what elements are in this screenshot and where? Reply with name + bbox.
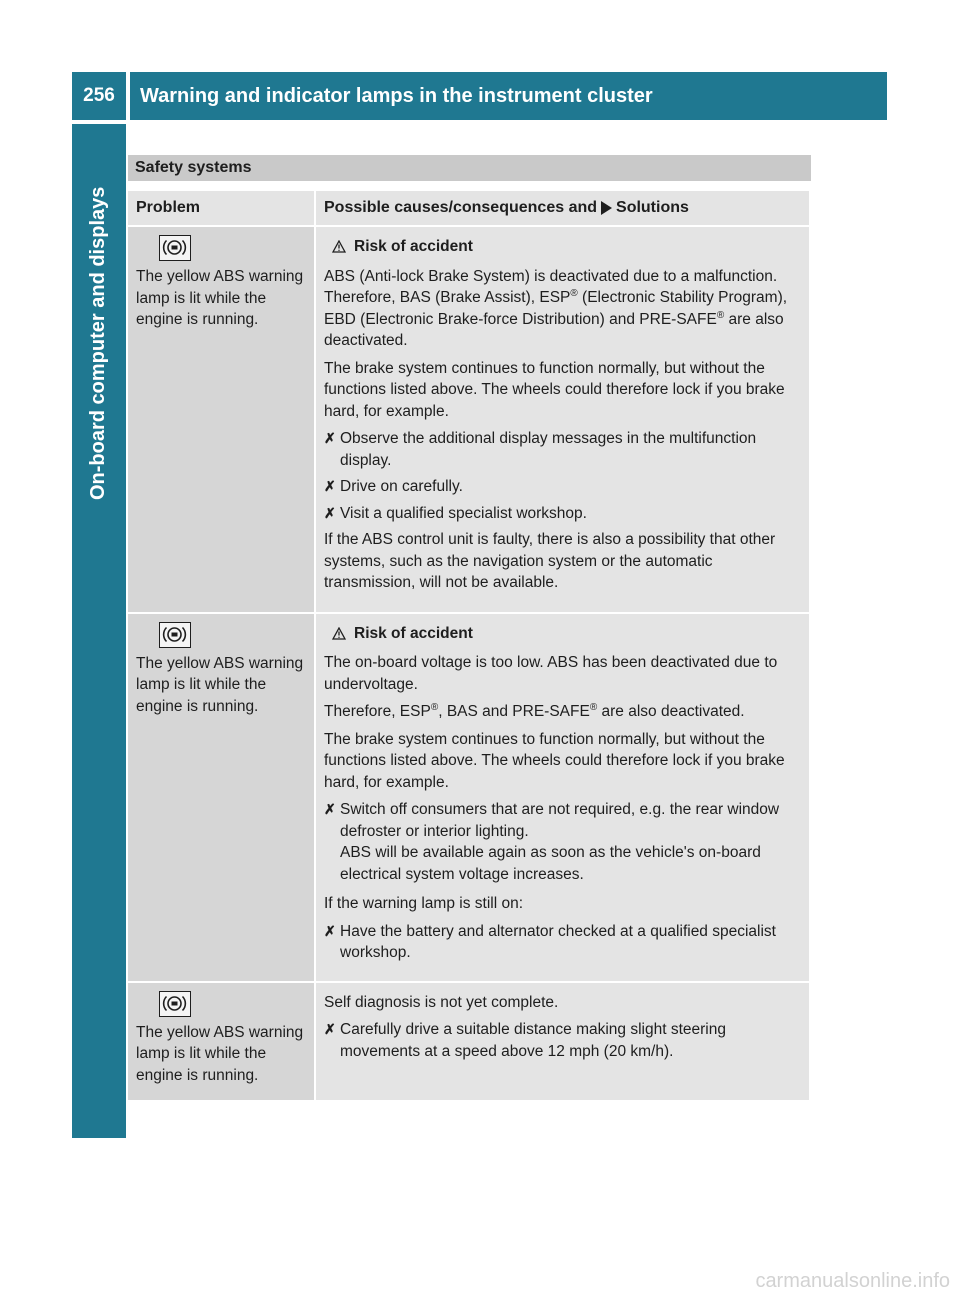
solution-cell <box>316 983 809 1101</box>
solution-cell <box>316 227 809 612</box>
side-tab <box>72 124 126 1138</box>
problem-text: The yellow ABS warning lamp is lit while the engine is running. <box>136 1023 304 1084</box>
registered-mark: ® <box>589 701 598 713</box>
solution-cell <box>316 614 809 981</box>
table-header-row <box>128 191 809 225</box>
table-row <box>128 614 809 981</box>
page-title: Warning and indicator lamps in the instrument cluster <box>130 72 887 120</box>
column-header-problem: Problem <box>128 191 314 225</box>
abs-warning-icon <box>159 622 191 648</box>
paragraph: If the warning lamp is still on: <box>324 895 524 912</box>
paragraph <box>324 266 803 352</box>
text-fragment: Therefore, ESP <box>324 703 431 720</box>
column-header-solutions <box>316 191 809 225</box>
action-step: ✗ Visit a qualified specialist workshop. <box>324 503 803 525</box>
text-fragment: are also deactivated. <box>597 703 745 720</box>
solutions-header-text: Possible causes/consequences and <box>324 199 598 216</box>
paragraph: If the ABS control unit is faulty, there is also a possibility that other systems, such as the navigation system or the automatic transmission, will not be available. <box>324 531 776 591</box>
safety-systems-table <box>126 189 811 1102</box>
text-fragment: ABS (Anti-lock Brake System) is deactivated due to a malfunction. Therefore, BAS (Brake Assist), ESP <box>324 267 778 306</box>
problem-text: The yellow ABS warning lamp is lit while the engine is running. <box>136 268 304 328</box>
paragraph <box>324 701 803 723</box>
action-step: ✗ Drive on carefully. <box>324 476 803 498</box>
warning-triangle-icon <box>332 240 346 253</box>
section-title: Safety systems <box>128 155 811 181</box>
watermark: carmanualsonline.info <box>755 1270 950 1292</box>
registered-mark: ® <box>716 309 725 321</box>
risk-label: Risk of accident <box>354 238 473 255</box>
text-fragment: (Electronic Stability Program), EBD (Electronic Brake-force Distribution) and PRE-SAFE <box>324 289 788 328</box>
text-fragment: , BAS and PRE-SAFE <box>438 703 590 720</box>
side-tab-label: On-board computer and displays <box>87 186 109 500</box>
paragraph: The brake system continues to function normally, but without the functions listed above. The wheels could therefore lock if you brake hard, for example. <box>324 359 785 420</box>
risk-warning <box>332 236 803 258</box>
warning-triangle-icon <box>332 627 346 640</box>
abs-warning-icon <box>159 235 191 261</box>
paragraph: Self diagnosis is not yet complete. <box>324 993 559 1011</box>
abs-warning-icon <box>159 991 191 1017</box>
paragraph: The brake system continues to function normally, but without the functions listed above. The wheels could therefore lock if you brake hard, for example. <box>324 730 785 791</box>
step-text: Switch off consumers that are not required, e.g. the rear window defroster or interior lighting. <box>340 801 780 840</box>
problem-cell <box>128 614 314 981</box>
paragraph: The on-board voltage is too low. ABS has been deactivated due to undervoltage. <box>324 654 778 693</box>
text-fragment: are also deactivated. <box>324 310 784 349</box>
risk-label: Risk of accident <box>354 624 473 642</box>
registered-mark: ® <box>570 287 578 299</box>
step-note: ABS will be available again as soon as the vehicle's on-board electrical system voltage increases. <box>340 844 761 883</box>
arrow-right-icon <box>601 201 612 215</box>
action-step: ✗ Carefully drive a suitable distance making slight steering movements at a speed above 12 mph (20 km/h). <box>324 1019 803 1062</box>
action-step <box>324 799 803 885</box>
table-row <box>128 227 809 612</box>
page-number: 256 <box>72 72 126 120</box>
problem-text: The yellow ABS warning lamp is lit while the engine is running. <box>136 654 304 715</box>
solutions-header-text-2: Solutions <box>616 199 689 216</box>
problem-cell <box>128 227 314 612</box>
action-step: ✗ Observe the additional display messages in the multifunction display. <box>324 428 803 471</box>
registered-mark: ® <box>430 701 439 713</box>
action-step: ✗ Have the battery and alternator checked at a qualified specialist workshop. <box>324 921 803 964</box>
risk-warning <box>332 623 803 645</box>
problem-cell <box>128 983 314 1101</box>
table-row <box>128 983 809 1101</box>
